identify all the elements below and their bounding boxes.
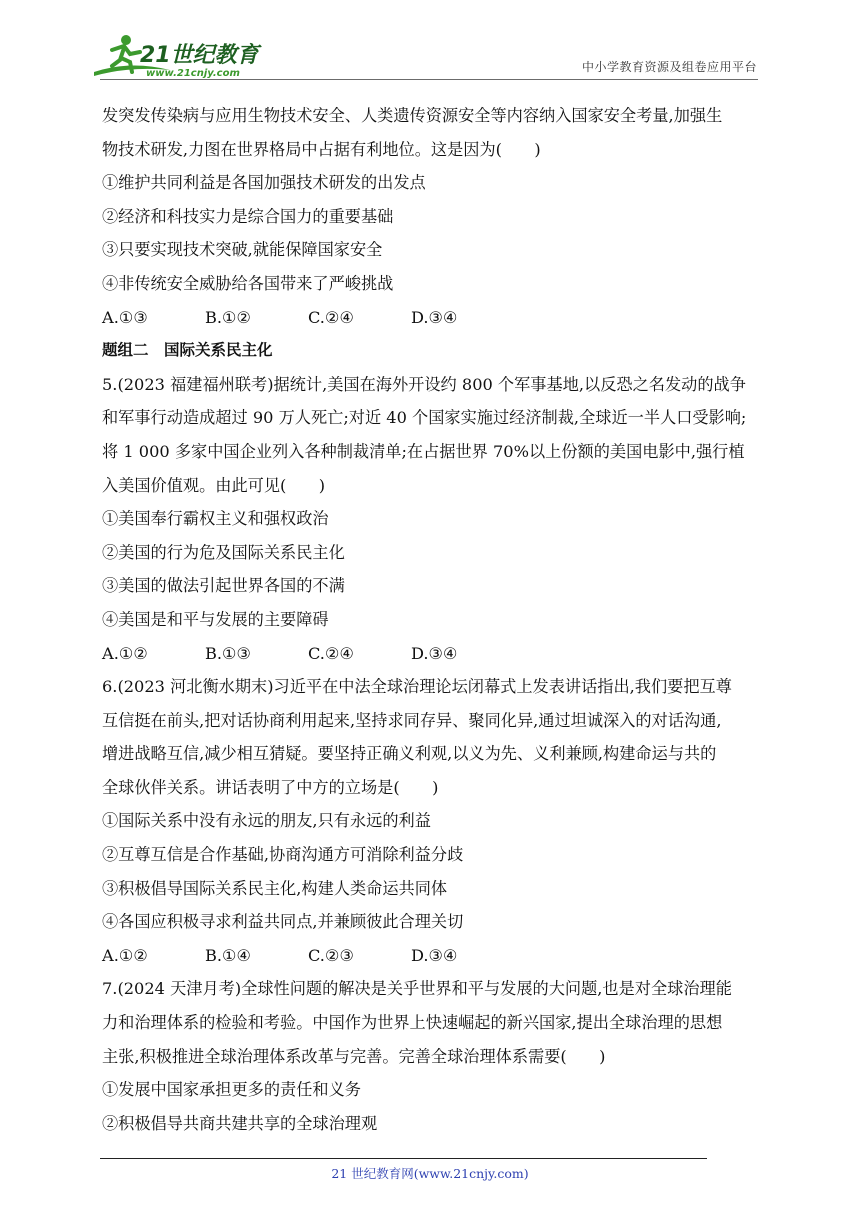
option-d: D.③④ — [411, 945, 458, 965]
answer-options — [102, 301, 770, 335]
choice-item: ④美国是和平与发展的主要障碍 — [102, 609, 329, 629]
option-a: A.①③ — [102, 307, 148, 327]
choice-item: ①国际关系中没有永远的朋友,只有永远的利益 — [102, 811, 431, 831]
choice-item: ②经济和科技实力是综合国力的重要基础 — [102, 206, 394, 226]
text-line: 全球伙伴关系。讲话表明了中方的立场是( ) — [102, 777, 439, 797]
text-line: 物技术研发,力图在世界格局中占据有利地位。这是因为( ) — [102, 139, 541, 159]
option-c: C.②③ — [308, 945, 354, 965]
answer-options — [102, 939, 770, 973]
footer-divider — [100, 1158, 707, 1159]
choice-item: ①美国奉行霸权主义和强权政治 — [102, 509, 329, 529]
answer-options — [102, 637, 770, 671]
choice-item: ②互尊互信是合作基础,协商沟通方可消除利益分歧 — [102, 845, 464, 865]
choice-item: ②美国的行为危及国际关系民主化 — [102, 542, 345, 562]
option-b: B.①③ — [205, 643, 252, 663]
text-line: 入美国价值观。由此可见( ) — [102, 475, 326, 495]
logo-url: www.21cnjy.com — [146, 68, 240, 79]
option-b: B.①④ — [205, 945, 252, 965]
site-logo — [90, 30, 265, 82]
choice-item: ③积极倡导国际关系民主化,构建人类命运共同体 — [102, 878, 448, 898]
section-title: 题组二 国际关系民主化 — [102, 341, 273, 360]
option-a: A.①② — [102, 643, 148, 663]
choice-item: ①维护共同利益是各国加强技术研发的出发点 — [102, 173, 426, 193]
option-c: C.②④ — [308, 643, 354, 663]
text-line: 力和治理体系的检验和考验。中国作为世界上快速崛起的新兴国家,提出全球治理的思想 — [102, 1013, 723, 1033]
question-7-stem: 7.(2024 天津月考)全球性问题的解决是关乎世界和平与发展的大问题,也是对全球治理能 — [102, 979, 732, 999]
header-divider — [100, 79, 758, 80]
text-line: 将 1 000 多家中国企业列入各种制裁清单;在占据世界 70%以上份额的美国电影中,强行植 — [102, 441, 745, 461]
choice-item: ④各国应积极寻求利益共同点,并兼顾彼此合理关切 — [102, 912, 464, 932]
text-line: 互信挺在前头,把对话协商利用起来,坚持求同存异、聚同化异,通过坦诚深入的对话沟通, — [102, 710, 722, 730]
option-b: B.①② — [205, 307, 252, 327]
question-6-stem: 6.(2023 河北衡水期末)习近平在中法全球治理论坛闭幕式上发表讲话指出,我们要把互尊 — [102, 677, 732, 697]
option-d: D.③④ — [411, 307, 458, 327]
choice-item: ①发展中国家承担更多的责任和义务 — [102, 1080, 361, 1100]
logo-title: 21世纪教育 — [140, 43, 259, 68]
option-a: A.①② — [102, 945, 148, 965]
footer-link[interactable]: 21 世纪教育网(www.21cnjy.com) — [331, 1166, 529, 1181]
question-5-stem: 5.(2023 福建福州联考)据统计,美国在海外开设约 800 个军事基地,以反恐之名发动的战争 — [102, 374, 746, 394]
question-content — [102, 99, 770, 1140]
text-line: 发突发传染病与应用生物技术安全、人类遗传资源安全等内容纳入国家安全考量,加强生 — [102, 106, 723, 125]
runner-logo-icon — [90, 30, 265, 82]
text-line: 和军事行动造成超过 90 万人死亡;对近 40 个国家实施过经济制裁,全球近一半人口受影响; — [102, 408, 747, 428]
choice-item: ③只要实现技术突破,就能保障国家安全 — [102, 240, 383, 260]
choice-item: ④非传统安全威胁给各国带来了严峻挑战 — [102, 273, 394, 293]
site-name: 中小学教育资源及组卷应用平台 — [581, 60, 757, 74]
text-line: 增进战略互信,减少相互猜疑。要坚持正确义利观,以义为先、义利兼顾,构建命运与共的 — [102, 744, 717, 764]
choice-item: ③美国的做法引起世界各国的不满 — [102, 576, 345, 596]
option-d: D.③④ — [411, 643, 458, 663]
choice-item: ②积极倡导共商共建共享的全球治理观 — [102, 1113, 378, 1133]
text-line: 主张,积极推进全球治理体系改革与完善。完善全球治理体系需要( ) — [102, 1046, 606, 1066]
option-c: C.②④ — [308, 307, 354, 327]
